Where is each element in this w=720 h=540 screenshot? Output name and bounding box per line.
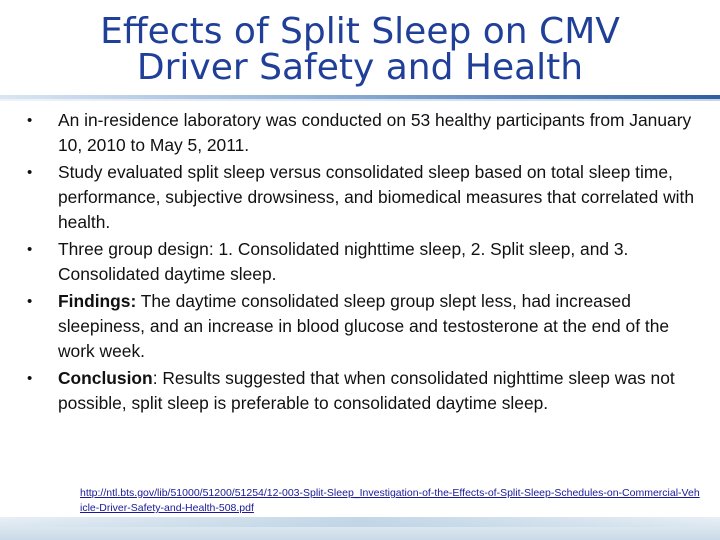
bullet-text: : Results suggested that when consolidated nighttime sleep was not possible, split sleep is preferable to consolidated daytime sleep.: [58, 368, 675, 413]
slide-title: [90, 11, 630, 88]
bullet-text: Three group design: 1. Consolidated nighttime sleep, 2. Split sleep, and 3. Consolidated daytime sleep.: [58, 239, 629, 284]
bullet-icon: •: [27, 164, 33, 181]
bullet-item-group-design: [26, 237, 706, 287]
bullet-list: [26, 108, 706, 418]
bullet-lead-conclusion: Conclusion: [58, 368, 153, 388]
bullet-item-study-evaluation: [26, 160, 706, 235]
footer-band: [0, 517, 720, 540]
bullet-text: Study evaluated split sleep versus consolidated sleep based on total sleep time, performance, subjective drowsiness, and biomedical measures that correlated with health.: [58, 162, 695, 232]
bullet-icon: •: [27, 293, 33, 310]
bullet-text: The daytime consolidated sleep group slept less, had increased sleepiness, and an increase in blood glucose and testosterone at the end of the work week.: [58, 291, 670, 361]
bullet-icon: •: [27, 370, 33, 387]
bullet-text: An in-residence laboratory was conducted on 53 healthy participants from January 10, 2010 to May 5, 2011.: [58, 110, 692, 155]
bullet-item-study-setup: [26, 108, 706, 158]
bullet-item-conclusion: [26, 366, 706, 416]
slide-title-line-1: Effects of Split Sleep on CMV: [100, 11, 620, 52]
bullet-item-findings: [26, 289, 706, 364]
bullet-lead-findings: Findings:: [58, 291, 137, 311]
title-divider: [0, 95, 720, 99]
source-link[interactable]: http://ntl.bts.gov/lib/51000/51200/51254/12-003-Split-Sleep_Investigation-of-the-Effects-of-Split-Sleep-Schedules-on-Commercial-Vehicle-Driver-Safety-and-Health-508.pdf: [80, 487, 700, 514]
bullet-icon: •: [27, 241, 33, 258]
slide-title-line-2: Driver Safety and Health: [136, 47, 584, 88]
bullet-icon: •: [27, 112, 33, 129]
